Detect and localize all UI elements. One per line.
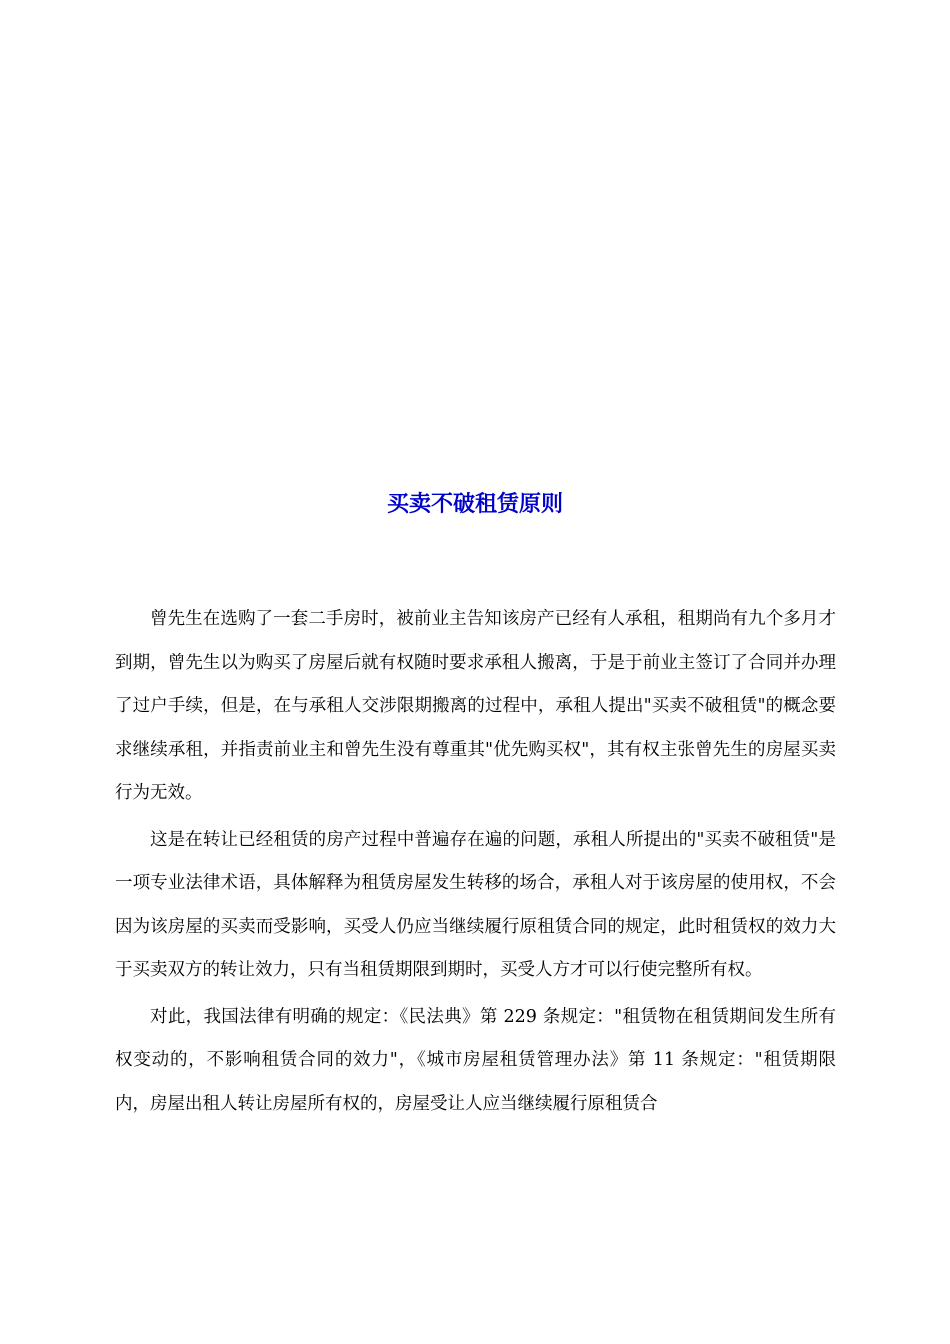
paragraph-2: 这是在转让已经租赁的房产过程中普遍存在遍的问题，承租人所提出的"买卖不破租赁"是一项专业法律术语，具体解释为租赁房屋发生转移的场合，承租人对于该房屋的使用权，不会因为该房屋的买卖而受影响，买受人仍应当继续履行原租赁合同的规定，此时租赁权的效力大于买卖双方的转让效力，只有当租赁期限到期时，买受人方才可以行使完整所有权。 [115, 829, 836, 980]
paragraph-3: 对此，我国法律有明确的规定：《民法典》第 229 条规定："租赁物在租赁期间发生所有权变动的，不影响租赁合同的效力"，《城市房屋租赁管理办法》第 11 条规定："租赁期限内，房屋出租人转让房屋所有权的，房屋受让人应当继续履行原租赁合 [115, 1006, 836, 1114]
document-title: 买卖不破租赁原则 [386, 491, 563, 517]
paragraph-1: 曾先生在选购了一套二手房时，被前业主告知该房产已经有人承租，租期尚有九个多月才到期，曾先生以为购买了房屋后就有权随时要求承租人搬离，于是于前业主签订了合同并办理了过户手续，但是，在与承租人交涉限期搬离的过程中，承租人提出"买卖不破租赁"的概念要求继续承租，并指责前业主和曾先生没有尊重其"优先购买权"，其有权主张曾先生的房屋买卖行为无效。 [115, 609, 836, 803]
document-body [115, 598, 836, 1126]
